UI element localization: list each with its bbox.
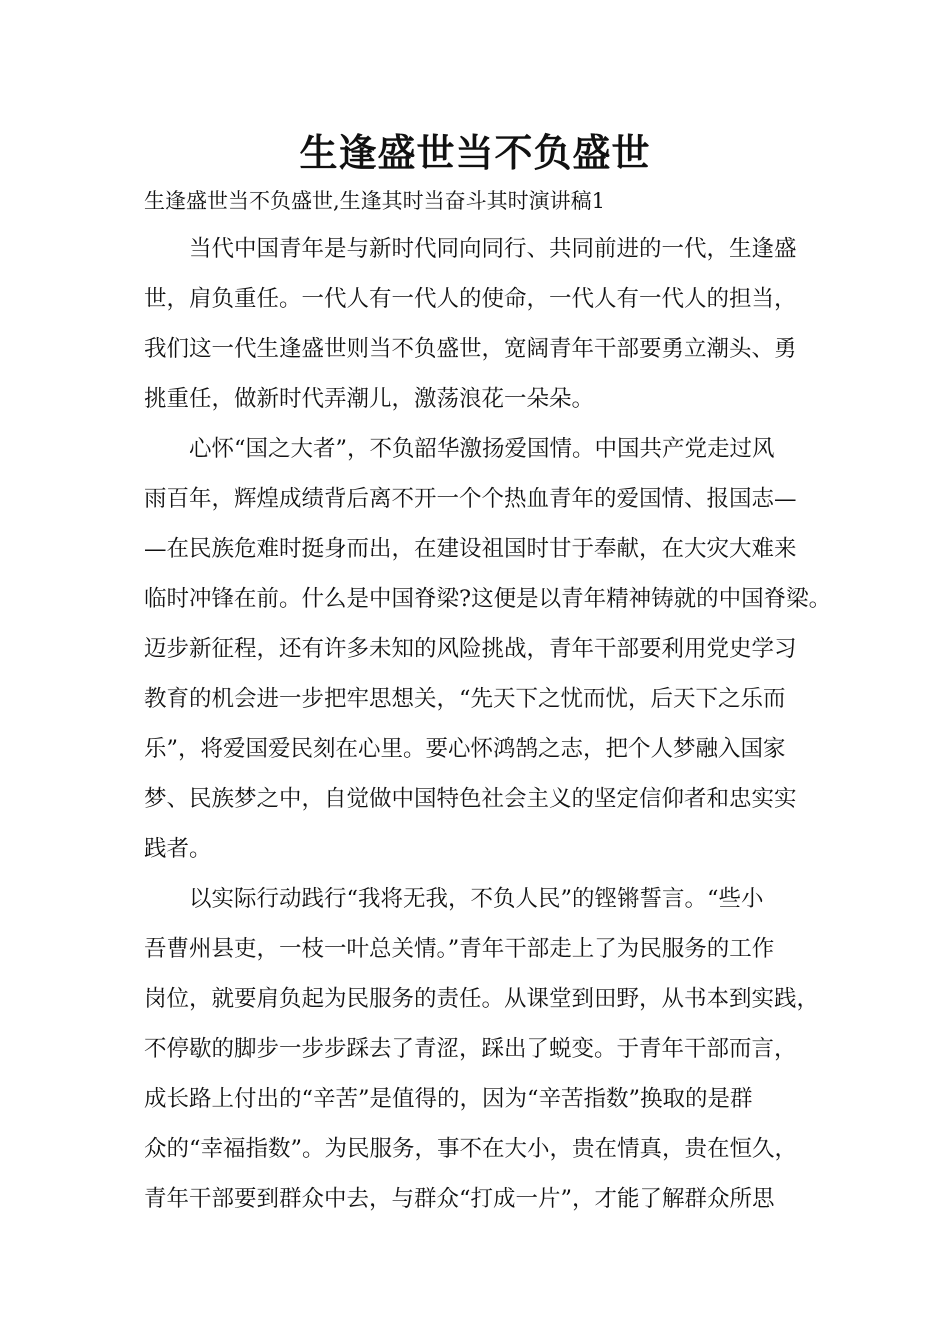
paragraph-line: 心怀“国之大者”，不负韶华激扬爱国情。中国共产党走过风 <box>189 436 775 462</box>
paragraph-line: 乐”，将爱国爱民刻在心里。要心怀鸿鹄之志，把个人梦融入国家 <box>144 736 786 762</box>
document-subtitle: 生逢盛世当不负盛世,生逢其时当奋斗其时演讲稿1 <box>144 189 606 213</box>
paragraph-line: 梦、民族梦之中，自觉做中国特色社会主义的坚定信仰者和忠实实 <box>144 786 797 812</box>
paragraph-line: 践者。 <box>144 836 212 862</box>
paragraph-line: 挑重任，做新时代弄潮儿，激荡浪花一朵朵。 <box>144 386 595 412</box>
paragraph-line: 迈步新征程，还有许多未知的风险挑战，青年干部要利用党史学习 <box>144 636 797 662</box>
paragraph-line: 当代中国青年是与新时代同向同行、共同前进的一代，生逢盛 <box>189 236 797 262</box>
paragraph-line: 吾曹州县吏，一枝一叶总关情。”青年干部走上了为民服务的工作 <box>144 936 775 962</box>
paragraph-line: 岗位，就要肩负起为民服务的责任。从课堂到田野，从书本到实践， <box>144 986 820 1012</box>
page-title: 生逢盛世当不负盛世 <box>299 130 651 175</box>
paragraph-line: 临时冲锋在前。什么是中国脊梁?这便是以青年精神铸就的中国脊梁。 <box>144 586 832 612</box>
paragraph-line: 世，肩负重任。一代人有一代人的使命，一代人有一代人的担当， <box>144 286 797 312</box>
paragraph-line: 我们这一代生逢盛世则当不负盛世，宽阔青年干部要勇立潮头、勇 <box>144 336 797 362</box>
paragraph-line: 成长路上付出的“辛苦”是值得的，因为“辛苦指数”换取的是群 <box>144 1086 753 1112</box>
paragraph-line: 众的“幸福指数”。为民服务，事不在大小，贵在情真，贵在恒久， <box>144 1136 798 1162</box>
paragraph-line: 雨百年，辉煌成绩背后离不开一个个热血青年的爱国情、报国志— <box>144 486 797 512</box>
paragraph-line: 不停歇的脚步一步步踩去了青涩，踩出了蜕变。于青年干部而言， <box>144 1036 797 1062</box>
paragraph-line: 以实际行动践行“我将无我，不负人民”的铿锵誓言。“些小 <box>189 886 764 912</box>
paragraph-line: 青年干部要到群众中去，与群众“打成一片”，才能了解群众所思 <box>144 1186 775 1212</box>
paragraph-line: —在民族危难时挺身而出，在建设祖国时甘于奉献，在大灾大难来 <box>144 536 797 562</box>
paragraph-line: 教育的机会进一步把牢思想关，“先天下之忧而忧，后天下之乐而 <box>144 686 786 712</box>
